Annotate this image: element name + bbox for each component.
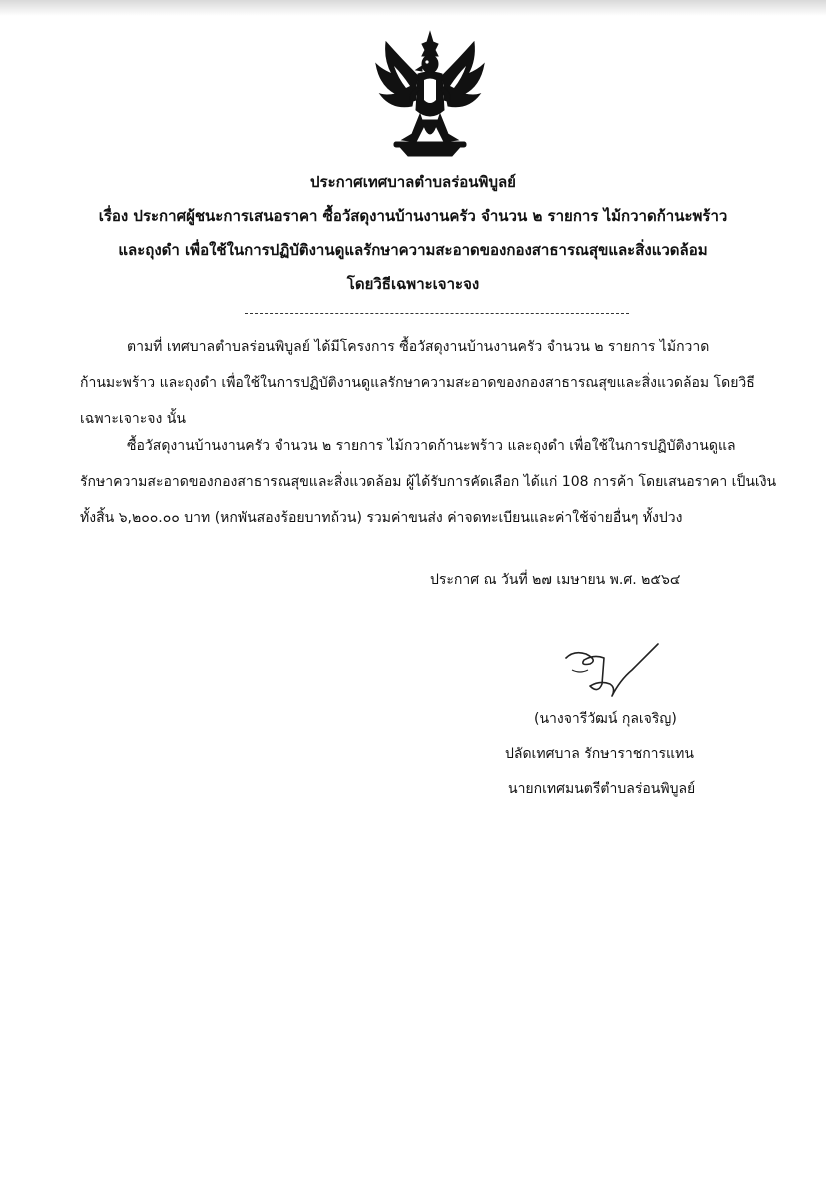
body-paragraph-1-line-3: เฉพาะเจาะจง นั้น [80, 411, 186, 427]
body-paragraph-2-line-3: ทั้งสิ้น ๖,๒๐๐.๐๐ บาท (หกพันสองร้อยบาทถ้วน) รวมค่าขนส่ง ค่าจดทะเบียนและค่าใช้จ่ายอื่นๆ ทั้งปวง [80, 510, 683, 526]
announcement-subject-line-3: โดยวิธีเฉพาะเจาะจง [346, 275, 480, 293]
announcement-date: ประกาศ ณ วันที่ ๒๗ เมษายน พ.ศ. ๒๕๖๔ [430, 572, 681, 588]
body-paragraph-1-line-1: ตามที่ เทศบาลตำบลร่อนพิบูลย์ ได้มีโครงการ ซื้อวัสดุงานบ้านงานครัว จำนวน ๒ รายการ ไม้กวาด [127, 339, 710, 355]
announcement-subject-line-2: และถุงดำ เพื่อใช้ในการปฏิบัติงานดูแลรักษาความสะอาดของกองสาธารณสุขและสิ่งแวดล้อม [118, 241, 708, 259]
signatory-position-2: นายกเทศมนตรีตำบลร่อนพิบูลย์ [508, 781, 696, 797]
body-paragraph-2-line-1: ซื้อวัสดุงานบ้านงานครัว จำนวน ๒ รายการ ไม้กวาดก้านะพร้าว และถุงดำ เพื่อใช้ในการปฏิบัติงานดูแล [127, 438, 736, 454]
scan-shadow [0, 0, 826, 16]
dashed-divider [245, 313, 629, 314]
handwritten-signature [560, 640, 670, 702]
body-paragraph-1-line-2: ก้านมะพร้าว และถุงดำ เพื่อใช้ในการปฏิบัติงานดูแลรักษาความสะอาดของกองสาธารณสุขและสิ่งแวดล้อม โดยวิธี [80, 375, 755, 391]
garuda-emblem-icon [372, 30, 488, 160]
signatory-position-1: ปลัดเทศบาล รักษาราชการแทน [505, 746, 694, 762]
body-paragraph-2-line-2: รักษาความสะอาดของกองสาธารณสุขและสิ่งแวดล้อม ผู้ได้รับการคัดเลือก ได้แก่ 108 การค้า โดยเสนอราคา เป็นเงิน [80, 474, 777, 490]
announcement-title: ประกาศเทศบาลตำบลร่อนพิบูลย์ [310, 173, 516, 191]
signatory-name: (นางจารีวัฒน์ กุลเจริญ) [534, 711, 677, 727]
announcement-subject-line-1: เรื่อง ประกาศผู้ชนะการเสนอราคา ซื้อวัสดุงานบ้านงานครัว จำนวน ๒ รายการ ไม้กวาดก้านะพร้าว [98, 207, 728, 225]
